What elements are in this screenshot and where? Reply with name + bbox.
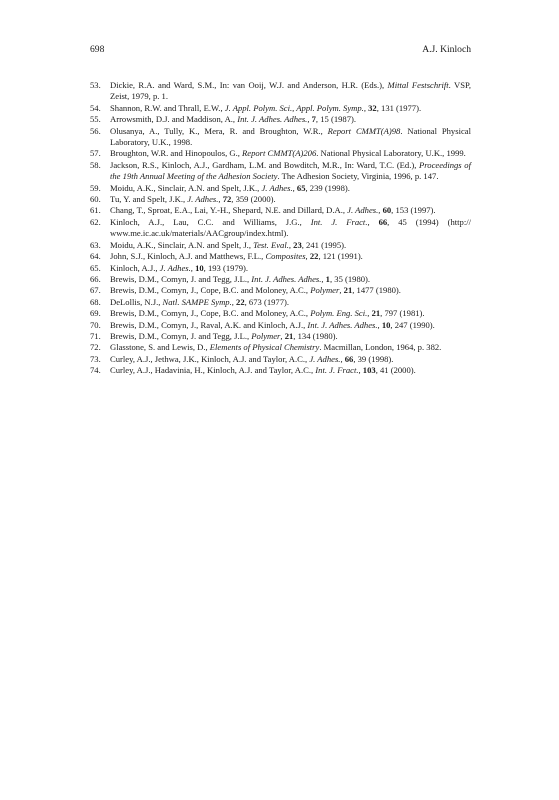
reference-text-part: Broughton, W.R. and Hinopoulos, G.,	[110, 148, 243, 159]
reference-item	[90, 263, 471, 274]
reference-number: 65.	[90, 262, 101, 273]
reference-number: 62.	[90, 216, 101, 227]
reference-item	[90, 342, 471, 353]
reference-title-italic: J. Adhes.	[187, 194, 219, 205]
reference-number: 69.	[90, 308, 101, 319]
reference-title-italic: J. Adhes.	[261, 182, 293, 193]
reference-item	[90, 331, 471, 342]
reference-text-part: ,	[340, 353, 345, 364]
reference-text-part: Chang, T., Sproat, E.A., Lai, Y.-H., Shepard, N.E. and Dillard, D.A.,	[110, 205, 348, 216]
reference-item	[90, 103, 471, 114]
reference-text-part: , 193 (1979).	[203, 262, 249, 273]
reference-item	[90, 148, 471, 159]
reference-text-part: ,	[339, 285, 344, 296]
reference-title-italic: Elements of Physical Chemistry	[209, 342, 320, 353]
reference-title-italic: Polymer	[251, 330, 281, 341]
reference-text-part: ,	[307, 114, 312, 125]
reference-text	[110, 342, 441, 352]
reference-number: 61.	[90, 205, 101, 216]
reference-item	[90, 205, 471, 216]
reference-text-part: ,	[377, 319, 382, 330]
running-head-author: A.J. Kinloch	[422, 44, 471, 55]
reference-number: 64.	[90, 251, 101, 262]
reference-number: 66.	[90, 273, 101, 284]
reference-text	[110, 274, 370, 284]
reference-text-part: ,	[231, 296, 237, 307]
reference-title-italic: J. Adhes.	[309, 353, 341, 364]
reference-text-part: , 131 (1977).	[376, 102, 422, 113]
reference-text-part: Dickie, R.A. and Ward, S.M., In: van Ooij, W.J. and Anderson, H.R. (Eds.),	[110, 80, 388, 90]
reference-text-part: John, S.J., Kinloch, A.J. and Matthews, F.L.,	[110, 251, 266, 262]
reference-volume: 10	[381, 319, 391, 330]
reference-text-part: , 359 (2000).	[231, 194, 276, 205]
reference-item	[90, 183, 471, 194]
reference-title-italic: Report CMMT(A)206	[242, 148, 317, 159]
reference-item	[90, 251, 471, 262]
reference-volume: 32	[368, 102, 377, 113]
reference-volume: 72	[222, 194, 232, 205]
reference-volume: 60	[382, 205, 392, 216]
reference-volume: 22	[236, 296, 245, 307]
reference-text-part: Brewis, D.M., Comyn, J., Cope, B.C. and Moloney, A.C.,	[110, 285, 311, 296]
reference-text-part: Arrowsmith, D.J. and Maddison, A.,	[110, 114, 238, 125]
reference-text-part: , 1477 (1980).	[352, 285, 401, 296]
reference-text	[110, 205, 436, 215]
reference-text-part: , 45 (1994) (http:// www.me.ic.ac.uk/materials/AACgroup/index.html).	[110, 216, 471, 239]
reference-volume: 21	[371, 308, 381, 319]
reference-text-part: Curley, A.J., Hadavinia, H., Kinloch, A.J. and Taylor, A.C.,	[110, 365, 316, 376]
reference-number: 57.	[90, 148, 101, 159]
reference-title-italic: J. Adhes.	[159, 262, 191, 273]
reference-text-part: , 241 (1995).	[301, 239, 347, 250]
reference-text-part: ,	[280, 330, 285, 341]
reference-text-part: DeLollis, N.J.,	[110, 296, 163, 307]
reference-text-part: Shannon, R.W. and Thrall, E.W.,	[110, 102, 225, 113]
reference-volume: 21	[343, 285, 353, 296]
reference-volume: 65	[296, 182, 306, 193]
reference-text-part: , 247 (1990).	[390, 319, 435, 330]
reference-text-part: . The Adhesion Society, Virginia, 1996, p. 147.	[277, 171, 439, 182]
reference-item	[90, 126, 471, 149]
reference-item	[90, 285, 471, 296]
reference-item	[90, 80, 471, 103]
reference-item	[90, 194, 471, 205]
reference-text-part: , 121 (1991).	[318, 251, 363, 262]
reference-number: 68.	[90, 296, 101, 307]
reference-text-part: Brewis, D.M., Comyn, J., Raval, A.K. and Kinloch, A.J.,	[110, 319, 308, 330]
reference-text-part: , 239 (1998).	[305, 182, 350, 193]
reference-text-part: Tu, Y. and Spelt, J.K.,	[110, 194, 188, 205]
reference-title-italic: Composites	[265, 251, 306, 262]
reference-title-italic: Int. J. Fract.	[310, 216, 368, 227]
reference-text	[110, 331, 338, 341]
reference-text-part: ,	[190, 262, 196, 273]
reference-volume: 1	[325, 273, 330, 284]
reference-text-part: Curley, A.J., Jethwa, J.K., Kinloch, A.J. and Taylor, A.C.,	[110, 353, 310, 364]
reference-text	[110, 365, 416, 375]
reference-title-italic: Mittal Festschrift	[387, 80, 449, 90]
reference-text-part: Jackson, R.S., Kinloch, A.J., Gardham, L.M. and Bowditch, M.R., In: Ward, T.C. (Ed.),	[110, 159, 420, 170]
reference-text	[110, 308, 425, 318]
reference-item	[90, 217, 471, 240]
reference-title-italic: Int. J. Fract.	[315, 365, 359, 376]
reference-text-part: ,	[358, 365, 363, 376]
reference-text-part: Brewis, D.M., Comyn, J. and Tegg, J.L.,	[110, 273, 252, 284]
reference-number: 74.	[90, 365, 101, 376]
reference-text	[110, 240, 346, 250]
reference-list	[90, 80, 471, 377]
reference-title-italic: Polymer	[310, 285, 340, 296]
reference-title-italic: Report CMMT(A)98	[327, 125, 401, 136]
reference-item	[90, 114, 471, 125]
reference-text	[110, 160, 471, 181]
reference-title-italic: Int. J. Adhes. Adhes.	[237, 114, 308, 125]
reference-number: 53.	[90, 80, 101, 90]
reference-number: 55.	[90, 114, 101, 125]
reference-text	[110, 114, 356, 124]
reference-text	[110, 194, 276, 204]
reference-text-part: Brewis, D.M., Comyn, J., Cope, B.C. and Moloney, A.C.,	[110, 308, 311, 319]
reference-number: 56.	[90, 125, 101, 136]
reference-text-part: Brewis, D.M., Comyn, J. and Tegg, J.L.,	[110, 330, 252, 341]
reference-number: 58.	[90, 159, 101, 170]
reference-text-part: Glasstone, S. and Lewis, D.,	[110, 342, 210, 353]
reference-text-part: ,	[218, 194, 223, 205]
reference-text-part: . Macmillan, London, 1964, p. 382.	[319, 342, 442, 353]
reference-title-italic: Test. Eval.	[253, 239, 289, 250]
reference-item	[90, 320, 471, 331]
reference-text-part: ,	[288, 239, 294, 250]
reference-number: 63.	[90, 239, 101, 250]
reference-number: 73.	[90, 353, 101, 364]
reference-title-italic: J. Adhes.	[347, 205, 379, 216]
reference-number: 67.	[90, 285, 101, 296]
reference-text	[110, 80, 471, 101]
reference-text-part: , 41 (2000).	[375, 365, 416, 376]
reference-number: 60.	[90, 194, 101, 205]
reference-text-part: ,	[292, 182, 297, 193]
reference-text-part: ,	[363, 102, 369, 113]
reference-text-part: ,	[378, 205, 383, 216]
reference-number: 72.	[90, 342, 101, 353]
reference-volume: 66	[378, 216, 388, 227]
reference-text	[110, 263, 248, 273]
reference-title-italic: Polym. Eng. Sci.	[310, 308, 368, 319]
reference-text-part: , 39 (1998).	[353, 353, 394, 364]
reference-text	[110, 126, 471, 147]
reference-item	[90, 274, 471, 285]
reference-text	[110, 251, 363, 261]
reference-title-italic: Int. J. Adhes. Adhes.	[251, 273, 322, 284]
reference-text	[110, 297, 289, 307]
reference-volume: 103	[362, 365, 376, 376]
reference-item	[90, 308, 471, 319]
reference-text	[110, 103, 421, 113]
reference-text-part: Kinloch, A.J., Lau, C.C. and Williams, J.G.,	[110, 216, 311, 227]
reference-text	[110, 183, 350, 193]
reference-volume: 21	[284, 330, 294, 341]
reference-volume: 10	[195, 262, 204, 273]
reference-text-part: , 797 (1981).	[380, 308, 425, 319]
reference-text	[110, 285, 401, 295]
reference-number: 70.	[90, 319, 101, 330]
reference-text	[110, 148, 466, 158]
running-header	[90, 44, 471, 58]
reference-title-italic: J. Appl. Polym. Sci., Appl. Polym. Symp.	[224, 102, 364, 113]
reference-volume: 22	[309, 251, 319, 262]
reference-text-part: Moidu, A.K., Sinclair, A.N. and Spelt, J.,	[110, 239, 254, 250]
reference-item	[90, 160, 471, 183]
reference-number: 54.	[90, 102, 101, 113]
reference-text-part: , 35 (1980).	[329, 273, 371, 284]
reference-title-italic: Proceedings of the 19th Annual Meeting of the Adhesion Society	[110, 159, 471, 182]
reference-text-part: , 134 (1980).	[293, 330, 338, 341]
reference-volume: 7	[311, 114, 316, 125]
reference-volume: 66	[344, 353, 354, 364]
reference-text-part: ,	[321, 273, 326, 284]
reference-item	[90, 365, 471, 376]
reference-item	[90, 240, 471, 251]
reference-number: 59.	[90, 182, 101, 193]
reference-text-part: . National Physical Laboratory, U.K., 1998.	[110, 125, 471, 148]
reference-text-part: , 153 (1997).	[391, 205, 436, 216]
reference-item	[90, 354, 471, 365]
reference-text-part: Kinloch, A.J.,	[110, 262, 160, 273]
reference-title-italic: Natl. SAMPE Symp.	[162, 296, 232, 307]
reference-text-part: ,	[367, 308, 372, 319]
reference-text	[110, 320, 435, 330]
reference-text-part: . VSP, Zeist, 1979, p. 1.	[110, 80, 471, 102]
reference-text-part: , 15 (1987).	[315, 114, 357, 125]
reference-text-part: Olusanya, A., Tully, K., Mera, R. and Broughton, W.R.,	[110, 125, 328, 136]
reference-text-part: ,	[367, 216, 379, 227]
reference-text-part: ,	[305, 251, 310, 262]
reference-text-part: , 673 (1977).	[244, 296, 290, 307]
reference-number: 71.	[90, 330, 101, 341]
reference-text	[110, 217, 471, 238]
reference-text-part: Moidu, A.K., Sinclair, A.N. and Spelt, J.K.,	[110, 182, 262, 193]
reference-item	[90, 297, 471, 308]
reference-text	[110, 354, 393, 364]
page-number: 698	[90, 44, 105, 55]
reference-text-part: . National Physical Laboratory, U.K., 1999.	[316, 148, 466, 159]
reference-volume: 23	[293, 239, 302, 250]
reference-title-italic: Int. J. Adhes. Adhes.	[307, 319, 378, 330]
